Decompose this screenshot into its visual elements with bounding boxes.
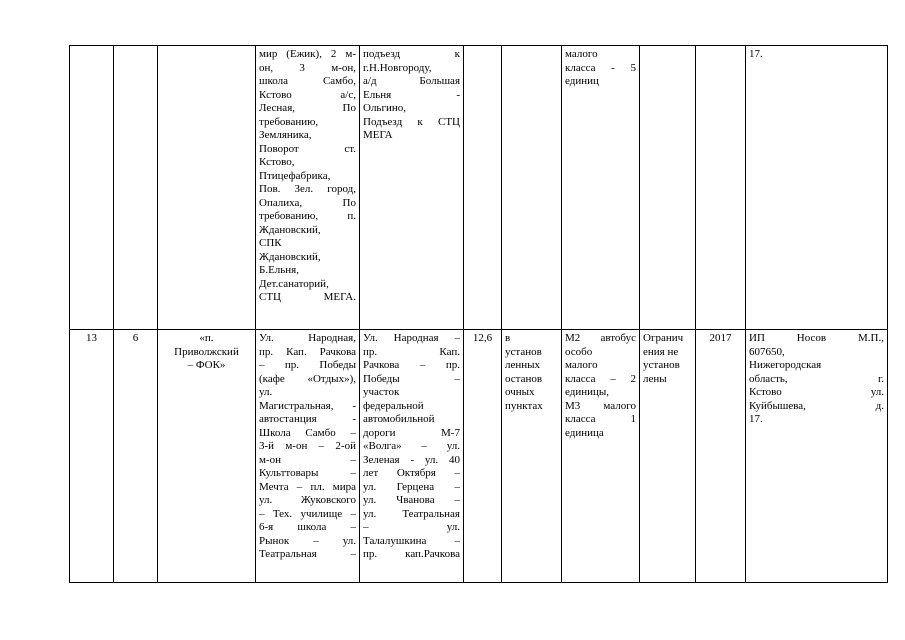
cell-text-line: дороги М-7 bbox=[363, 426, 460, 439]
cell-text-line: 17. bbox=[749, 48, 763, 60]
cell-text-line: Магистральная, - bbox=[259, 399, 356, 412]
cell-text-line: Кстово а/с, bbox=[259, 88, 356, 101]
cell-text-line: ул. Жуковского bbox=[259, 494, 356, 506]
route-name-cell bbox=[158, 46, 256, 330]
cell-text-line: Ждановский, bbox=[259, 250, 321, 263]
reg-number-cell bbox=[114, 330, 158, 583]
cell-text-line: 6-я школа – bbox=[259, 521, 356, 533]
vehicle-cell bbox=[562, 330, 640, 583]
cell-text-line: ул. Герцена – bbox=[363, 480, 460, 493]
cell-text-line: установ bbox=[505, 345, 542, 358]
cell-text-line: Зеленая - ул. 40 bbox=[363, 453, 460, 466]
cell-text-line: малого bbox=[565, 359, 598, 371]
length-cell bbox=[464, 46, 502, 330]
cell-text-line: пр. Кап. Рачкова bbox=[259, 345, 356, 358]
cell-text-line: Поворот ст. bbox=[259, 142, 356, 155]
cell-text-line: – Тех. училище – bbox=[259, 507, 356, 520]
cell-text-line: очных bbox=[505, 386, 535, 398]
cell-text-line: Ждановский, bbox=[259, 223, 321, 236]
cell-text-line: СТЦ МЕГА. bbox=[259, 291, 356, 303]
restriction-cell bbox=[640, 46, 696, 330]
cell-text-line: пунктах bbox=[505, 399, 543, 412]
cell-text-line: Пов. Зел. город, bbox=[259, 183, 356, 195]
restriction-cell bbox=[640, 330, 696, 583]
cell-text-line: – пр. Победы bbox=[259, 359, 356, 371]
cell-text-line: останов bbox=[505, 372, 543, 385]
cell-text-line: Б.Ельня, bbox=[259, 264, 299, 276]
cell-text-line: единица bbox=[565, 426, 604, 439]
streets-cell bbox=[360, 330, 464, 583]
cell-text-line: Кстово ул. bbox=[749, 386, 884, 398]
cell-text-line: Мечта – пл. мира bbox=[259, 480, 356, 493]
cell-text-line: Опалиха, По bbox=[259, 196, 356, 209]
boarding-cell bbox=[502, 330, 562, 583]
cell-text-line: – ул. bbox=[363, 521, 460, 533]
cell-text-line: «п. bbox=[199, 332, 214, 344]
length-cell bbox=[464, 330, 502, 583]
route-number-cell bbox=[70, 46, 114, 330]
cell-text-line: Школа Самбо – bbox=[259, 426, 356, 439]
cell-text-line: автостанция - bbox=[259, 413, 356, 425]
cell-text-line: а/д Большая bbox=[363, 75, 460, 87]
stops-cell bbox=[256, 46, 360, 330]
cell-text-line: Ельня - bbox=[363, 88, 460, 101]
cell-text-line: Ольгино, bbox=[363, 102, 406, 114]
streets-cell bbox=[360, 46, 464, 330]
cell-text-line: федеральной bbox=[363, 399, 424, 412]
cell-text-line: школа Самбо, bbox=[259, 75, 356, 87]
cell-text-line: малого bbox=[565, 48, 598, 60]
cell-text-line: единиц bbox=[565, 75, 599, 87]
cell-text-line: 3-й м-он – 2-ой bbox=[259, 440, 356, 452]
cell-text-line: лет Октября – bbox=[363, 467, 460, 479]
cell-text-line: Лесная, По bbox=[259, 102, 356, 114]
route-number: 13 bbox=[86, 332, 97, 344]
vehicle-cell bbox=[562, 46, 640, 330]
cell-text-line: Дет.санаторий, bbox=[259, 277, 329, 290]
cell-text-line: класса - 5 bbox=[565, 61, 636, 74]
cell-text-line: «Волга» – ул. bbox=[363, 440, 460, 452]
cell-text-line: Подъезд к СТЦ bbox=[363, 115, 460, 128]
cell-text-line: подъезд к bbox=[363, 48, 460, 60]
cell-text-line: Приволжский bbox=[174, 345, 239, 358]
year-cell bbox=[696, 46, 746, 330]
cell-text-line: г.Н.Новгороду, bbox=[363, 61, 432, 74]
cell-text-line: М3 малого bbox=[565, 399, 636, 412]
cell-text-line: класса 1 bbox=[565, 413, 636, 425]
cell-text-line: лены bbox=[643, 372, 667, 385]
cell-text-line: в bbox=[505, 332, 511, 344]
cell-text-line: Культтовары – bbox=[259, 467, 356, 479]
cell-text-line: Ул. Народная – bbox=[363, 332, 460, 344]
cell-text-line: Земляника, bbox=[259, 129, 312, 141]
cell-text-line: ИП Носов М.П., bbox=[749, 332, 884, 344]
cell-text-line: особо bbox=[565, 345, 593, 358]
cell-text-line: Птицефабрика, bbox=[259, 169, 331, 182]
cell-text-line: Кстово, bbox=[259, 156, 295, 168]
cell-text-line: он, 3 м-он, bbox=[259, 61, 356, 74]
cell-text-line: участок bbox=[363, 386, 400, 398]
cell-text-line: 17. bbox=[749, 413, 763, 425]
cell-text-line: пр. кап.Рачкова bbox=[363, 548, 460, 560]
cell-text-line: Победы – bbox=[363, 372, 460, 385]
cell-text-line: требованию, п. bbox=[259, 210, 356, 222]
reg-number: 6 bbox=[132, 332, 139, 344]
cell-text-line: мир (Ежик), 2 м- bbox=[259, 48, 356, 60]
carrier-cell bbox=[746, 46, 888, 330]
cell-text-line: установ bbox=[643, 359, 680, 371]
year-cell bbox=[696, 330, 746, 583]
cell-text-line: Ул. Народная, bbox=[259, 332, 356, 344]
cell-text-line: пр. Кап. bbox=[363, 345, 460, 358]
cell-text-line: Талалушкина – bbox=[363, 534, 460, 547]
cell-text-line: (кафе «Отдых»), bbox=[259, 372, 356, 385]
cell-text-line: СПК bbox=[259, 237, 282, 249]
cell-text-line: ленных bbox=[505, 359, 541, 371]
cell-text-line: Театральная – bbox=[259, 548, 356, 560]
cell-text-line: Огранич bbox=[643, 332, 684, 344]
cell-text-line: 607650, bbox=[749, 345, 785, 358]
cell-text-line: Нижегородская bbox=[749, 359, 822, 371]
stops-cell bbox=[256, 330, 360, 583]
boarding-cell bbox=[502, 46, 562, 330]
cell-text-line: МЕГА bbox=[363, 129, 393, 141]
cell-text-line: класса – 2 bbox=[565, 372, 636, 385]
cell-text-line: ения не bbox=[643, 345, 679, 358]
cell-text-line: автомобильной bbox=[363, 413, 435, 425]
routes-table bbox=[69, 45, 888, 583]
cell-text-line: область, г. bbox=[749, 372, 884, 385]
table-row bbox=[70, 330, 888, 583]
cell-text-line: ул. Театральная bbox=[363, 507, 460, 520]
start-year: 2017 bbox=[709, 332, 732, 344]
table-row bbox=[70, 46, 888, 330]
cell-text-line: требованию, bbox=[259, 115, 319, 128]
reg-number-cell bbox=[114, 46, 158, 330]
cell-text-line: Куйбышева, д. bbox=[749, 399, 884, 412]
route-number-cell bbox=[70, 330, 114, 583]
cell-text-line: ул. bbox=[259, 386, 273, 398]
cell-text-line: Рынок – ул. bbox=[259, 534, 356, 547]
cell-text-line: – ФОК» bbox=[187, 359, 226, 371]
cell-text-line: м-он – bbox=[259, 453, 356, 466]
cell-text-line: Рачкова – пр. bbox=[363, 359, 460, 371]
route-length: 12,6 bbox=[472, 332, 493, 344]
cell-text-line: ул. Чванова – bbox=[363, 494, 460, 506]
cell-text-line: единицы, bbox=[565, 386, 610, 398]
carrier-cell bbox=[746, 330, 888, 583]
cell-text-line: М2 автобус bbox=[565, 332, 636, 344]
route-name-cell bbox=[158, 330, 256, 583]
